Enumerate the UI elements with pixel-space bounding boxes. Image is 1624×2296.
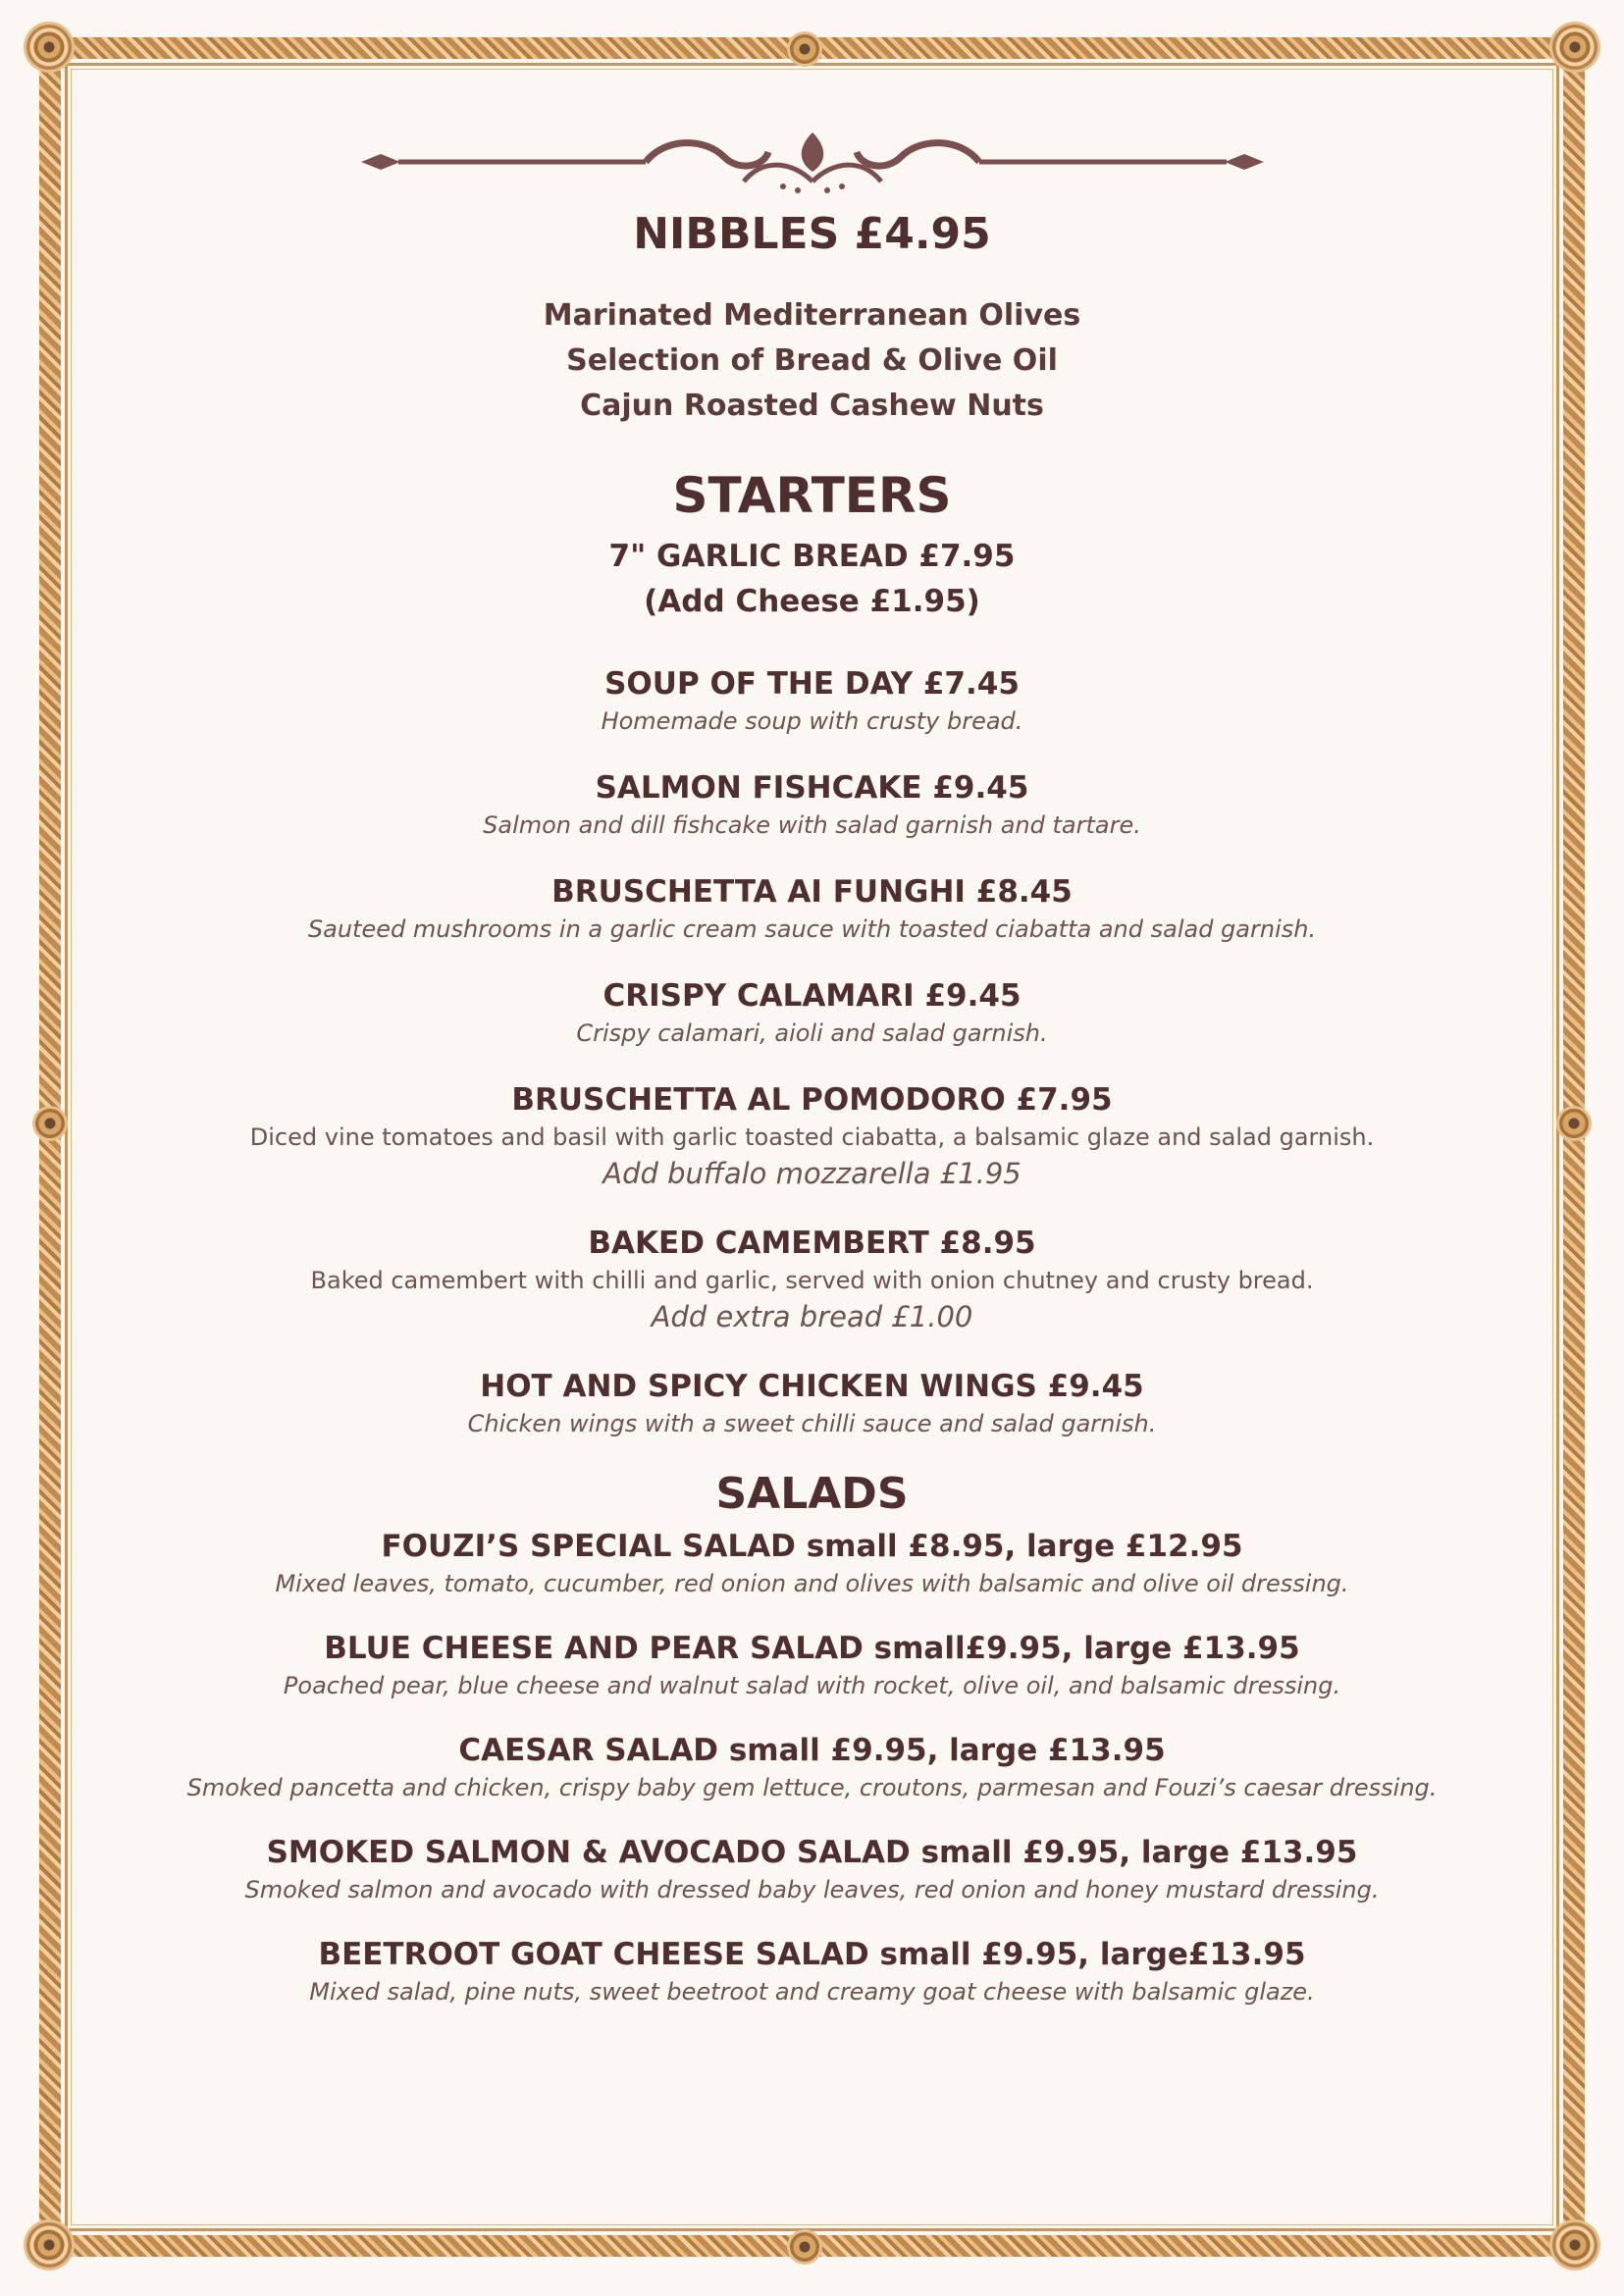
- item-name: SOUP OF THE DAY £7.45: [604, 666, 1020, 703]
- menu-item: [108, 1526, 1516, 1600]
- nibble-item: Cajun Roasted Cashew Nuts: [580, 388, 1044, 423]
- menu-item: [108, 1366, 1516, 1440]
- menu-content: [108, 128, 1516, 2036]
- item-description: Diced vine tomatoes and basil with garlic toasted ciabatta, a balsamic glaze and salad garnish.: [249, 1123, 1375, 1152]
- menu-item: [108, 663, 1516, 738]
- nibble-item: Selection of Bread & Olive Oil: [566, 342, 1058, 378]
- menu-item: [108, 1730, 1516, 1804]
- menu-item: [108, 767, 1516, 842]
- item-name: SMOKED SALMON & AVOCADO SALAD small £9.95, large £13.95: [266, 1834, 1358, 1870]
- edge-rosette-bottom: [790, 2232, 819, 2262]
- item-description: Smoked pancetta and chicken, crispy baby gem lettuce, croutons, parmesan and Fouzi’s caesar dressing.: [186, 1773, 1438, 1801]
- corner-rosette-bottom-right: [1552, 2222, 1598, 2268]
- corner-rosette-top-left: [26, 25, 72, 70]
- corner-rosette-top-right: [1552, 25, 1598, 70]
- garlic-bread-name: 7" GARLIC BREAD £7.95: [608, 539, 1016, 575]
- item-name: BRUSCHETTA AL POMODORO £7.95: [511, 1082, 1113, 1119]
- item-name: BEETROOT GOAT CHEESE SALAD small £9.95, large£13.95: [318, 1936, 1306, 1972]
- item-name: BRUSCHETTA AI FUNGHI £8.45: [551, 874, 1073, 911]
- menu-item: [108, 1934, 1516, 2009]
- item-name: BLUE CHEESE AND PEAR SALAD small£9.95, large £13.95: [324, 1630, 1300, 1666]
- starters-title: STARTERS: [672, 466, 952, 524]
- item-description: Smoked salmon and avocado with dressed baby leaves, red onion and honey mustard dressing.: [244, 1875, 1380, 1904]
- garlic-bread-addon: (Add Cheese £1.95): [644, 584, 980, 620]
- item-description: Mixed salad, pine nuts, sweet beetroot and creamy goat cheese with balsamic glaze.: [309, 1977, 1315, 2006]
- flourish-ornament-icon: [351, 128, 1274, 206]
- edge-rosette-right: [1559, 1109, 1589, 1138]
- menu-item: [108, 975, 1516, 1050]
- item-description: Sauteed mushrooms in a garlic cream sauce with toasted ciabatta and salad garnish.: [307, 915, 1317, 944]
- item-name: BAKED CAMEMBERT £8.95: [588, 1226, 1036, 1262]
- edge-rosette-top: [790, 34, 819, 64]
- menu-item: [108, 1079, 1516, 1193]
- item-name: CRISPY CALAMARI £9.45: [602, 978, 1022, 1015]
- menu-item: [108, 1628, 1516, 1702]
- item-description: Poached pear, blue cheese and walnut salad with rocket, olive oil, and balsamic dressing.: [283, 1671, 1341, 1699]
- item-name: FOUZI’S SPECIAL SALAD small £8.95, large £12.95: [381, 1528, 1243, 1564]
- garlic-bread-item: [108, 534, 1516, 624]
- menu-item: [108, 1832, 1516, 1906]
- item-name: HOT AND SPICY CHICKEN WINGS £9.45: [480, 1369, 1144, 1405]
- starters-list: [108, 663, 1516, 1440]
- item-description: Chicken wings with a sweet chilli sauce and salad garnish.: [467, 1410, 1157, 1438]
- item-description: Baked camembert with chilli and garlic, served with onion chutney and crusty bread.: [310, 1267, 1314, 1295]
- salads-list: [108, 1526, 1516, 2009]
- item-description: Homemade soup with crusty bread.: [601, 707, 1023, 736]
- item-name: SALMON FISHCAKE £9.45: [595, 770, 1029, 807]
- salads-title: SALADS: [715, 1469, 909, 1520]
- corner-rosette-bottom-left: [26, 2222, 72, 2268]
- item-description: Salmon and dill fishcake with salad garnish and tartare.: [483, 811, 1141, 840]
- menu-item: [108, 1223, 1516, 1336]
- item-addon: Add buffalo mozzarella £1.95: [602, 1157, 1022, 1191]
- item-name: CAESAR SALAD small £9.95, large £13.95: [458, 1732, 1166, 1768]
- item-addon: Add extra bread £1.00: [651, 1300, 973, 1334]
- item-description: Crispy calamari, aioli and salad garnish.: [576, 1019, 1048, 1048]
- menu-item: [108, 871, 1516, 946]
- item-description: Mixed leaves, tomato, cucumber, red onion and olives with balsamic and olive oil dressing.: [275, 1569, 1349, 1597]
- nibbles-title: NIBBLES £4.95: [633, 209, 991, 259]
- nibbles-list: [108, 293, 1516, 429]
- edge-rosette-left: [35, 1109, 65, 1138]
- nibble-item: Marinated Mediterranean Olives: [543, 297, 1081, 333]
